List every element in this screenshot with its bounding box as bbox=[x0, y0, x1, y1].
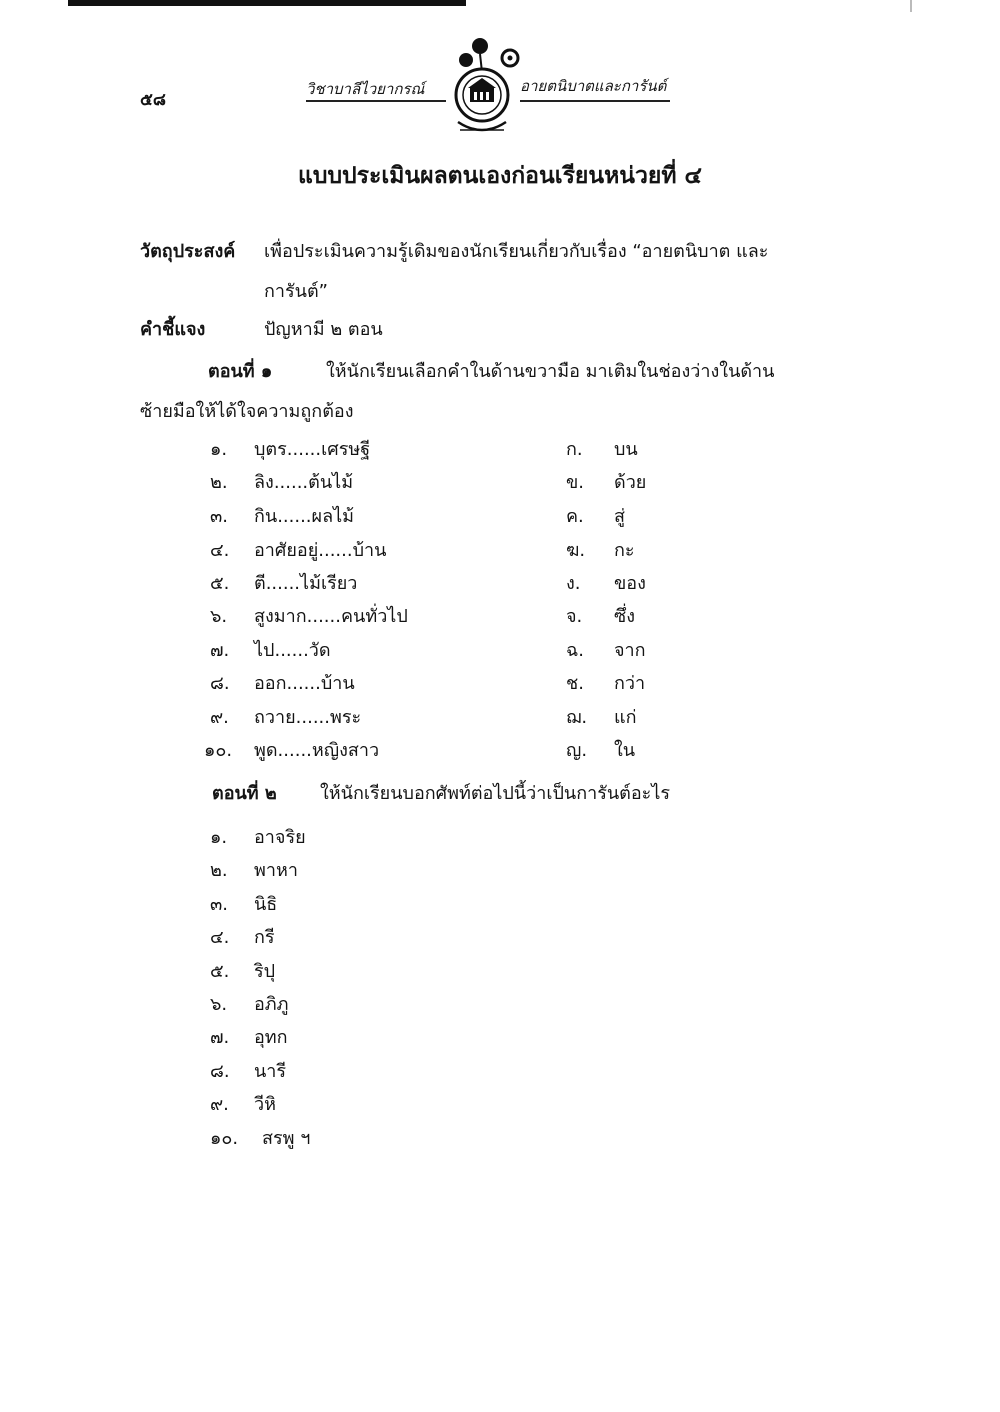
item-number: ๙. bbox=[210, 1094, 229, 1115]
choice-word: แก่ bbox=[614, 707, 637, 728]
item-number: ๗. bbox=[210, 1027, 230, 1048]
list-item bbox=[0, 822, 1000, 852]
item-sentence: สูงมาก......คนทั่วไป bbox=[254, 606, 408, 627]
item-number: ๓. bbox=[210, 506, 229, 527]
choice-word: จาก bbox=[614, 640, 646, 661]
choice-word: สู่ bbox=[614, 506, 625, 527]
list-item bbox=[0, 501, 1000, 531]
part1-text-line1: ให้นักเรียนเลือกคำในด้านขวามือ มาเติมในช่องว่างในด้าน bbox=[326, 361, 775, 382]
choice-letter: ค. bbox=[566, 506, 584, 527]
item-word: วีหิ bbox=[254, 1094, 276, 1115]
list-item bbox=[0, 1022, 1000, 1052]
running-header-right: อายตนิบาตและการันต์ bbox=[520, 77, 667, 95]
item-sentence: ถวาย......พระ bbox=[254, 707, 362, 728]
list-item bbox=[0, 668, 1000, 698]
item-sentence: พูด......หญิงสาว bbox=[254, 740, 380, 761]
page-title: แบบประเมินผลตนเองก่อนเรียนหน่วยที่ ๔ bbox=[298, 163, 702, 189]
item-word: อาจริย bbox=[254, 827, 306, 848]
part2-text: ให้นักเรียนบอกศัพท์ต่อไปนี้ว่าเป็นการันต์อะไร bbox=[320, 783, 671, 804]
item-word: อภิภู bbox=[254, 994, 289, 1015]
item-number: ๗. bbox=[210, 640, 230, 661]
list-item bbox=[0, 702, 1000, 732]
choice-word: ด้วย bbox=[614, 472, 647, 493]
choice-letter: ก. bbox=[566, 439, 583, 460]
item-number: ๖. bbox=[210, 994, 228, 1015]
choice-letter: ญ. bbox=[566, 740, 588, 761]
item-number: ๙. bbox=[210, 707, 229, 728]
list-item bbox=[0, 535, 1000, 565]
choice-word: บน bbox=[614, 439, 638, 460]
item-sentence: กิน......ผลไม้ bbox=[254, 506, 355, 527]
running-header-left: วิชาบาลีไวยากรณ์ bbox=[306, 80, 425, 98]
item-number: ๑. bbox=[210, 827, 228, 848]
list-item bbox=[0, 889, 1000, 919]
part1-text-line2: ซ้ายมือให้ได้ใจความถูกต้อง bbox=[140, 401, 354, 422]
list-item bbox=[0, 467, 1000, 497]
list-item bbox=[0, 434, 1000, 464]
list-item bbox=[0, 735, 1000, 765]
instruction-text: ปัญหามี ๒ ตอน bbox=[264, 319, 383, 340]
instruction-label: คำชี้แจง bbox=[140, 319, 206, 340]
item-number: ๒. bbox=[210, 860, 228, 881]
choice-letter: ง. bbox=[566, 573, 581, 594]
header-underline-left bbox=[306, 100, 446, 102]
choice-letter: จ. bbox=[566, 606, 583, 627]
item-sentence: อาศัยอยู่......บ้าน bbox=[254, 540, 387, 561]
list-item bbox=[0, 1123, 1000, 1153]
page-number: ๕๘ bbox=[140, 90, 166, 110]
part1-label: ตอนที่ ๑ bbox=[208, 361, 273, 382]
item-word: พาหา bbox=[254, 860, 298, 881]
list-item bbox=[0, 855, 1000, 885]
item-word: นารี bbox=[254, 1061, 287, 1082]
item-number: ๔. bbox=[210, 927, 230, 948]
item-word: นิธิ bbox=[254, 894, 278, 915]
item-sentence: ตี......ไม้เรียว bbox=[254, 573, 358, 594]
item-number: ๑๐. bbox=[204, 740, 233, 761]
item-number: ๑๐. bbox=[210, 1128, 239, 1149]
scan-edge-bar bbox=[68, 0, 466, 6]
item-sentence: ออก......บ้าน bbox=[254, 673, 355, 694]
choice-letter: ฉ. bbox=[566, 640, 584, 661]
item-number: ๘. bbox=[210, 673, 230, 694]
list-item bbox=[0, 922, 1000, 952]
part2-label: ตอนที่ ๒ bbox=[212, 783, 277, 804]
item-word: กรี bbox=[254, 927, 275, 948]
item-number: ๘. bbox=[210, 1061, 230, 1082]
item-word: สรพู ฯ bbox=[262, 1128, 311, 1149]
item-sentence: ลิง......ต้นไม้ bbox=[254, 472, 354, 493]
list-item bbox=[0, 989, 1000, 1019]
item-number: ๓. bbox=[210, 894, 229, 915]
item-sentence: บุตร......เศรษฐี bbox=[254, 439, 371, 460]
list-item bbox=[0, 1056, 1000, 1086]
choice-letter: ช. bbox=[566, 673, 584, 694]
item-sentence: ไป......วัด bbox=[254, 640, 331, 661]
header-underline-right bbox=[520, 100, 670, 102]
choice-letter: ข. bbox=[566, 472, 585, 493]
choice-letter: ฆ. bbox=[566, 540, 586, 561]
item-number: ๖. bbox=[210, 606, 228, 627]
choice-word: กว่า bbox=[614, 673, 646, 694]
item-word: ริปุ bbox=[254, 961, 276, 982]
item-word: อุทก bbox=[254, 1027, 288, 1048]
item-number: ๑. bbox=[210, 439, 228, 460]
choice-word: ของ bbox=[614, 573, 646, 594]
item-number: ๕. bbox=[210, 573, 230, 594]
choice-word: ซึ่ง bbox=[614, 606, 636, 627]
list-item bbox=[0, 568, 1000, 598]
list-item bbox=[0, 956, 1000, 986]
list-item bbox=[0, 635, 1000, 665]
item-number: ๒. bbox=[210, 472, 228, 493]
objective-text-line2: การันต์” bbox=[264, 281, 328, 302]
objective-text-line1: เพื่อประเมินความรู้เดิมของนักเรียนเกี่ยวกับเรื่อง “อายตนิบาต และ bbox=[264, 241, 769, 262]
choice-letter: ฌ. bbox=[566, 707, 588, 728]
scan-edge-mark bbox=[910, 0, 912, 12]
item-number: ๕. bbox=[210, 961, 230, 982]
choice-word: กะ bbox=[614, 540, 635, 561]
choice-word: ใน bbox=[614, 740, 636, 761]
list-item bbox=[0, 601, 1000, 631]
item-number: ๔. bbox=[210, 540, 230, 561]
list-item bbox=[0, 1089, 1000, 1119]
objective-label: วัตถุประสงค์ bbox=[140, 241, 236, 262]
